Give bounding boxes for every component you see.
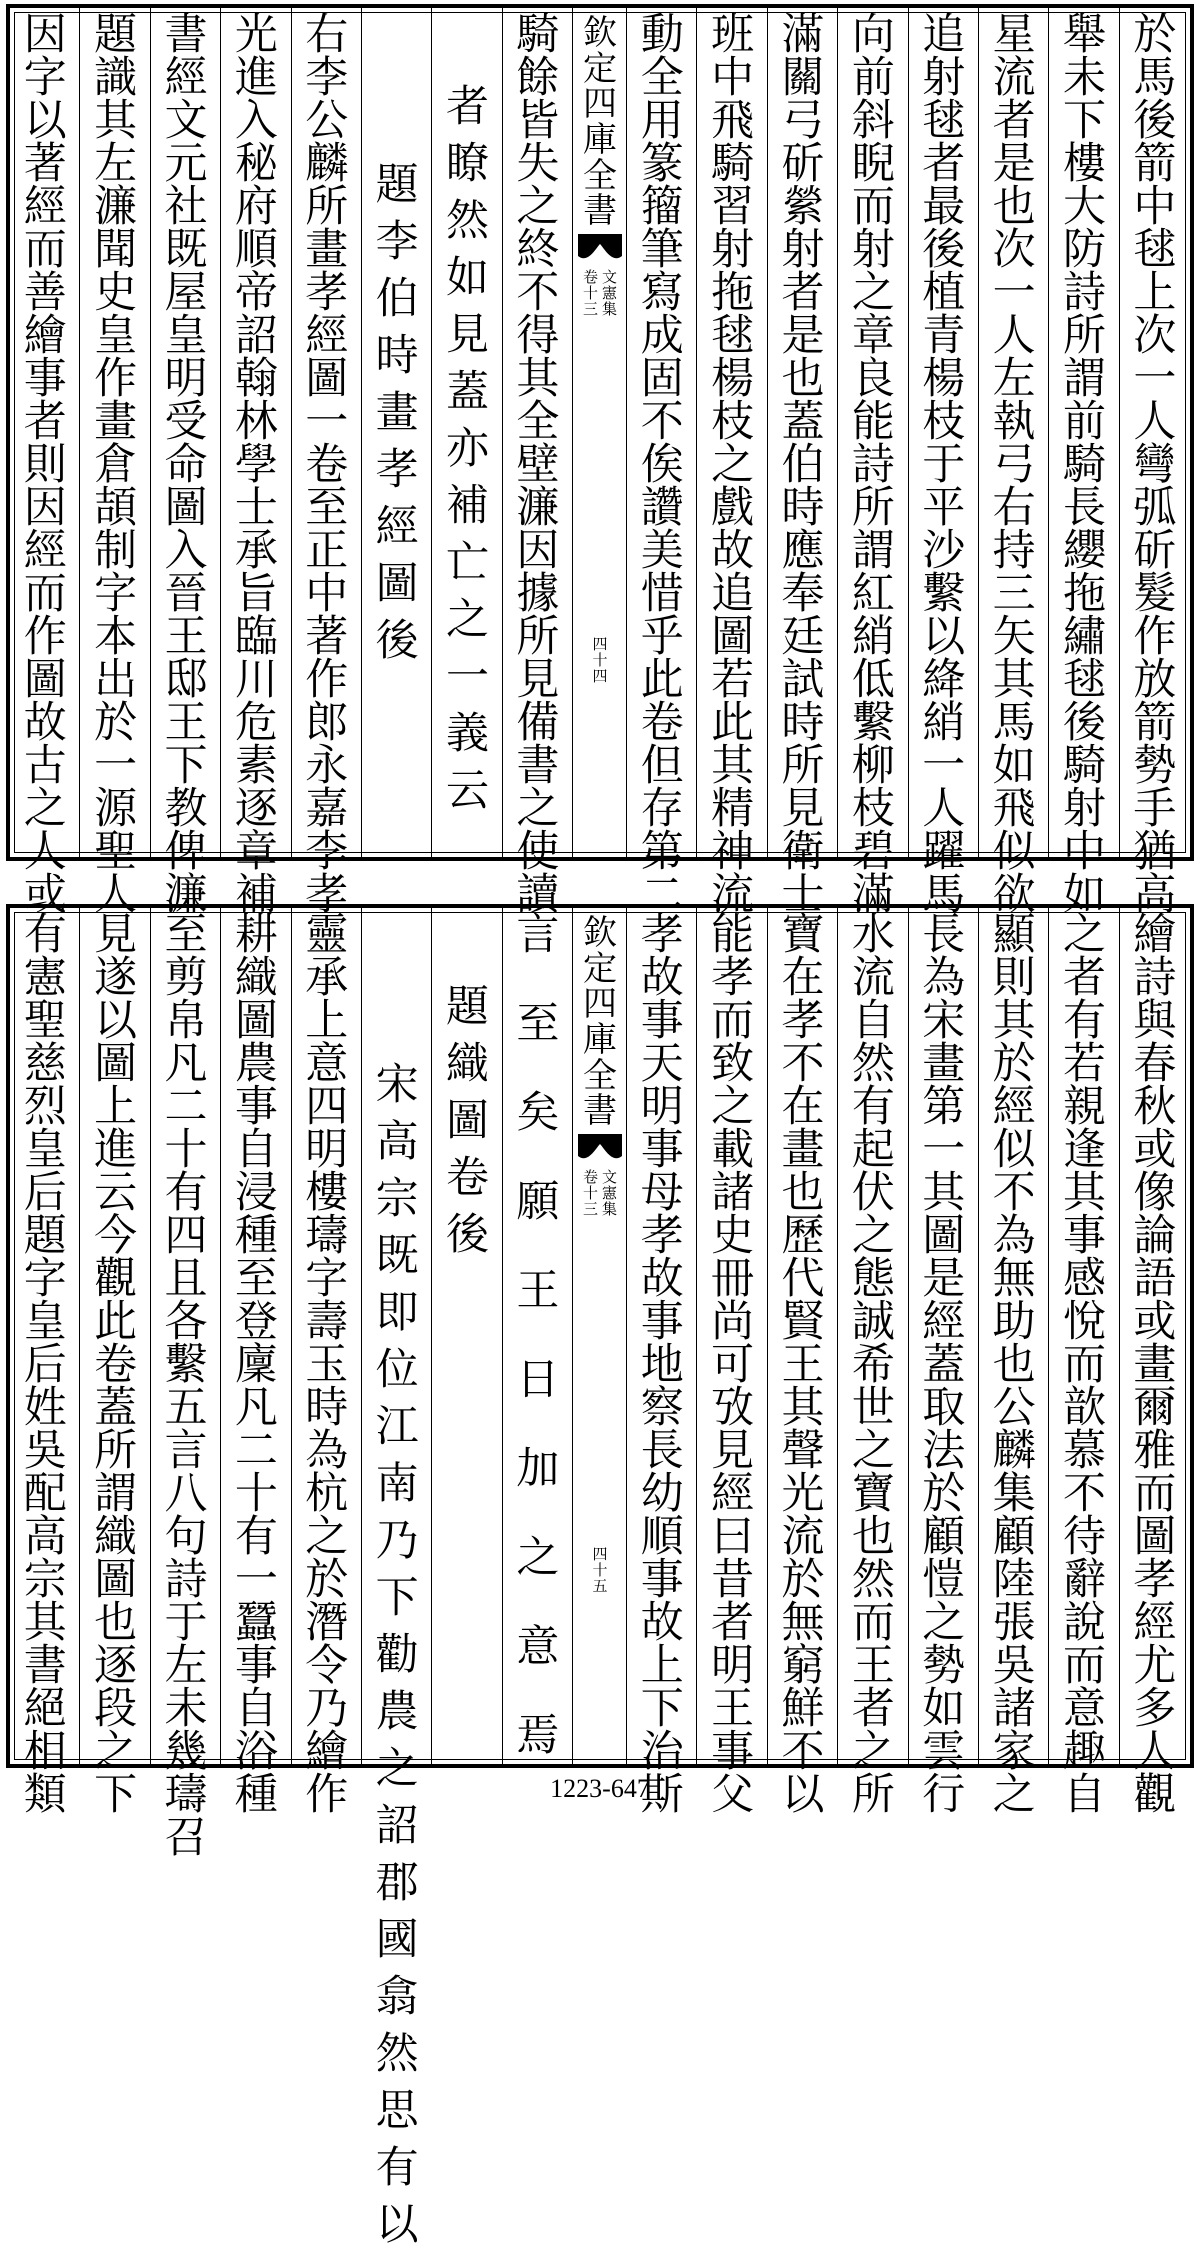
column-rule xyxy=(767,908,768,1764)
book-title: 欽 定 四 庫 全 書 xyxy=(583,13,617,232)
text-column-6: 寶 在 孝 不 在 畫 也 歷 代 賢 王 其 聲 光 流 於 無 窮 鮮 不 以 xyxy=(781,910,825,1820)
column-rule xyxy=(361,908,362,1764)
top-page xyxy=(6,4,1194,920)
column-rule xyxy=(1119,908,1120,1764)
text-column-4: 追 射 毬 者 最 後 植 青 楊 枝 于 平 沙 繫 以 絳 綃 一 人 躍 馬 xyxy=(922,10,966,920)
column-rule xyxy=(361,8,362,857)
column-rule xyxy=(837,908,838,1764)
text-column-15: 見 遂 以 圖 上 進 云 今 觀 此 卷 蓋 所 謂 織 圖 也 逐 段 之 下 xyxy=(94,910,138,1820)
text-column-5: 水 流 自 然 有 起 伏 之 態 誠 希 世 之 寶 也 然 而 王 者 之 所 xyxy=(851,910,895,1820)
volume-number: 卷 十 三 xyxy=(582,268,598,318)
column-rule xyxy=(79,8,80,857)
text-column-6: 滿 關 弓 斫 縈 射 者 是 也 蓋 伯 時 應 奉 廷 試 時 所 見 衛 士 xyxy=(781,10,825,920)
column-rule xyxy=(1048,8,1049,857)
text-column-14: 至 剪 帛 凡 二 十 有 四 且 各 繫 五 言 八 句 詩 于 左 未 幾 璹 召 xyxy=(164,910,208,1863)
text-column-11: 宋 高 宗 既 即 位 江 南 乃 下 勸 農 之 詔 郡 國 翕 然 思 有 以 xyxy=(375,1060,419,2250)
text-column-10: 者 瞭 然 如 見 蓋 亦 補 亡 之 一 義 云 xyxy=(445,82,489,816)
book-title: 欽 定 四 庫 全 書 xyxy=(583,913,617,1132)
column-rule xyxy=(908,908,909,1764)
column-rule xyxy=(978,908,979,1764)
column-rule xyxy=(978,8,979,857)
column-rule xyxy=(502,908,503,1764)
column-rule xyxy=(908,8,909,857)
text-column-16: 因 字 以 著 經 而 善 繪 事 者 則 因 經 而 作 圖 故 古 之 人 或 xyxy=(23,10,67,920)
text-column-3: 星 流 者 是 也 次 一 人 左 執 弓 右 持 三 矢 其 馬 如 飛 似 欲 xyxy=(992,10,1036,920)
text-column-9: 言 至 矣 願 王 日 加 之 意 焉 xyxy=(516,910,560,1761)
column-rule xyxy=(502,8,503,857)
column-rule xyxy=(837,8,838,857)
text-column-16: 有 憲 聖 慈 烈 皇 后 題 字 皇 后 姓 吳 配 高 宗 其 書 絕 相 類 xyxy=(23,910,67,1820)
text-column-7: 班 中 飛 騎 習 射 拖 毬 楊 枝 之 戲 故 追 圖 若 此 其 精 神 流 xyxy=(711,10,755,920)
column-rule xyxy=(220,8,221,857)
collection-name: 文 憲 集 xyxy=(602,1168,618,1218)
text-column-8: 動 全 用 篆 籀 筆 寫 成 固 不 俟 讚 美 惜 乎 此 卷 但 存 第 二 xyxy=(640,10,684,920)
collection-name: 文 憲 集 xyxy=(602,268,618,318)
column-rule xyxy=(431,8,432,857)
column-rule xyxy=(291,8,292,857)
volume-number: 卷 十 三 xyxy=(582,1168,598,1218)
volume-info xyxy=(583,270,617,317)
column-rule xyxy=(150,8,151,857)
text-column-2: 之 者 有 若 親 逢 其 事 感 悅 而 歆 慕 不 待 辭 說 而 意 趣 自 xyxy=(1062,910,1106,1820)
text-column-13: 耕 織 圖 農 事 自 浸 種 至 登 廩 凡 二 十 有 一 蠶 事 自 浴 種 xyxy=(234,910,278,1820)
text-column-12: 右 李 公 麟 所 畫 孝 經 圖 一 卷 至 正 中 著 作 郎 永 嘉 李 孝 xyxy=(305,10,349,920)
text-column-9: 騎 餘 皆 失 之 終 不 得 其 全 壁 濂 因 據 所 見 備 書 之 使 讀 xyxy=(516,10,560,920)
volume-info xyxy=(583,1170,617,1217)
text-column-14: 書 經 文 元 社 既 屋 皇 明 受 命 圖 入 晉 王 邸 王 下 教 俾 濂 xyxy=(164,10,208,920)
column-rule xyxy=(79,908,80,1764)
column-rule xyxy=(1048,908,1049,1764)
column-rule xyxy=(291,908,292,1764)
text-column-5: 向 前 斜 睨 而 射 之 章 良 能 詩 所 謂 紅 綃 低 繫 柳 枝 碧 滿 xyxy=(851,10,895,920)
text-column-4: 長 為 宋 畫 第 一 其 圖 是 經 蓋 取 法 於 顧 愷 之 勢 如 雲 行 xyxy=(922,910,966,1820)
column-rule xyxy=(696,908,697,1764)
leaf-number: 四 十 四 xyxy=(592,635,608,685)
column-rule xyxy=(696,8,697,857)
column-rule xyxy=(150,908,151,1764)
center-fold xyxy=(573,8,627,857)
center-fold xyxy=(573,908,627,1764)
page-code: 1223-647 xyxy=(550,1774,650,1803)
column-rule xyxy=(220,908,221,1764)
text-column-8: 孝 故 事 天 明 事 母 孝 故 事 地 察 長 幼 順 事 故 上 下 治 斯 xyxy=(640,910,684,1820)
text-column-1: 於 馬 後 箭 中 毬 上 次 一 人 彎 弧 斫 髮 作 放 箭 勢 手 猶 高 xyxy=(1133,10,1177,920)
text-column-2: 舉 未 下 樓 大 防 詩 所 謂 前 騎 長 纓 拖 繡 毬 後 騎 射 中 如 xyxy=(1062,10,1106,920)
text-column-11: 題 李 伯 時 畫 孝 經 圖 後 xyxy=(375,160,419,666)
text-column-1: 繪 詩 與 春 秋 或 像 論 語 或 畫 爾 雅 而 圖 孝 經 尤 多 人 觀 xyxy=(1133,910,1177,1820)
text-column-15: 題 識 其 左 濂 聞 史 皇 作 畫 倉 頡 制 字 本 出 於 一 源 聖 人 xyxy=(94,10,138,920)
column-rule xyxy=(1119,8,1120,857)
fish-tail-icon xyxy=(578,1134,622,1164)
column-rule xyxy=(767,8,768,857)
column-rule xyxy=(431,908,432,1764)
text-column-13: 光 進 入 秘 府 順 帝 詔 翰 林 學 士 承 旨 臨 川 危 素 逐 章 補 xyxy=(234,10,278,920)
text-column-12: 靈 承 上 意 四 明 樓 璹 字 壽 玉 時 為 杭 之 於 潛 令 乃 繪 作 xyxy=(305,910,349,1820)
text-column-3: 顯 則 其 於 經 似 不 為 無 助 也 公 麟 集 顧 陸 張 吳 諸 家 之 xyxy=(992,910,1036,1820)
leaf-number: 四 十 五 xyxy=(592,1545,608,1595)
fish-tail-icon xyxy=(578,234,622,264)
text-column-7: 能 孝 而 致 之 載 諸 史 冊 尚 可 攷 見 經 曰 昔 者 明 王 事 父 xyxy=(711,910,755,1820)
text-column-10: 題 織 圖 卷 後 xyxy=(445,982,489,1260)
